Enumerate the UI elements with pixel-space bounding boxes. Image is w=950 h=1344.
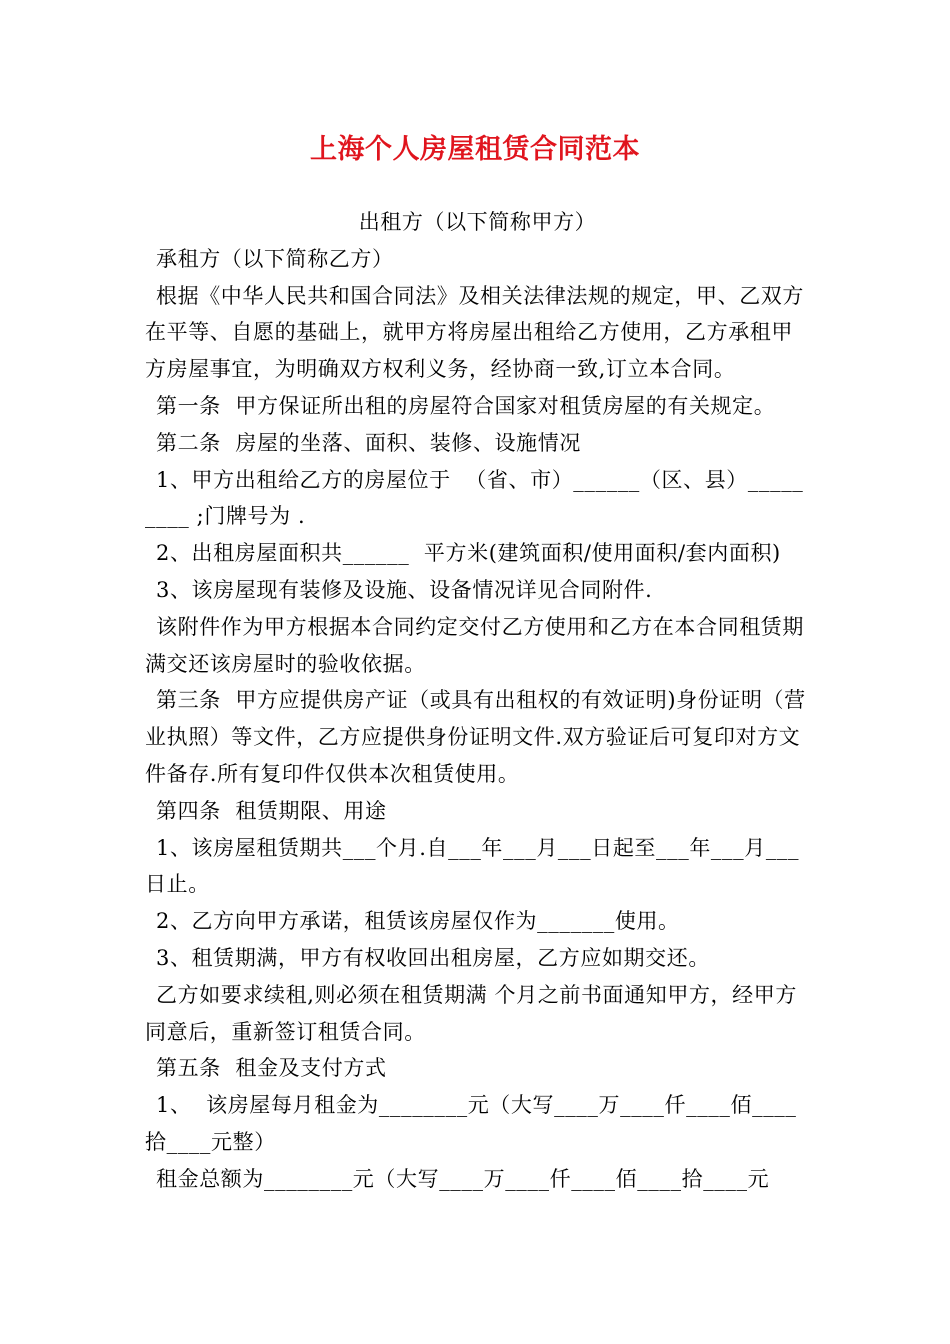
article-4-item-1: 1、该房屋租赁期共___个月.自___年___月___日起至___年___月___日止。 (145, 835, 800, 897)
paragraph-lessee: 承租方（以下简称乙方） (156, 246, 394, 271)
article-3: 第三条 甲方应提供房产证（或具有出租权的有效证明)身份证明（营业执照）等文件，乙方应提供身份证明文件.双方验证后可复印对方文件备存.所有复印件仅供本次租赁使用。 (145, 688, 806, 786)
article-5-item-1: 1、 该房屋每月租金为________元（大写____万____仟____佰____拾____元整） (145, 1093, 797, 1154)
article-2-attachment-note: 该附件作为甲方根据本合同约定交付乙方使用和乙方在本合同租赁期满交还该房屋时的验收依据。 (145, 614, 804, 676)
document-body (145, 204, 810, 1198)
article-4-heading: 第四条 租赁期限、用途 (156, 798, 387, 823)
paragraph-lessor: 出租方（以下简称甲方） (358, 210, 597, 234)
article-4-renewal: 乙方如要求续租,则必须在租赁期满 个月之前书面通知甲方，经甲方同意后，重新签订租赁合同。 (145, 982, 797, 1044)
article-5-total-rent: 租金总额为________元（大写____万____仟____佰____拾____元 (156, 1166, 770, 1191)
article-4-item-3: 3、租赁期满，甲方有权收回出租房屋，乙方应如期交还。 (156, 945, 710, 970)
document-title: 上海个人房屋租赁合同范本 (310, 134, 640, 165)
article-2-item-2: 2、出租房屋面积共______ 平方米(建筑面积/使用面积/套内面积) (156, 541, 781, 566)
article-4-item-2: 2、乙方向甲方承诺，租赁该房屋仅作为_______使用。 (156, 909, 680, 934)
article-2-heading: 第二条 房屋的坐落、面积、装修、设施情况 (156, 430, 581, 455)
article-2-item-3: 3、该房屋现有装修及设施、设备情况详见合同附件. (156, 577, 653, 602)
article-1: 第一条 甲方保证所出租的房屋符合国家对租赁房屋的有关规定。 (156, 393, 776, 418)
article-2-item-1: 1、甲方出租给乙方的房屋位于 （省、市）______（区、县）_________ ;门牌号为 . (145, 467, 804, 529)
paragraph-preamble: 根据《中华人民共和国合同法》及相关法律法规的规定，甲、乙双方在平等、自愿的基础上，就甲方将房屋出租给乙方使用，乙方承租甲方房屋事宜，为明确双方权利义务，经协商一致,订立本合同。 (145, 283, 804, 382)
article-5-heading: 第五条 租金及支付方式 (156, 1056, 387, 1081)
